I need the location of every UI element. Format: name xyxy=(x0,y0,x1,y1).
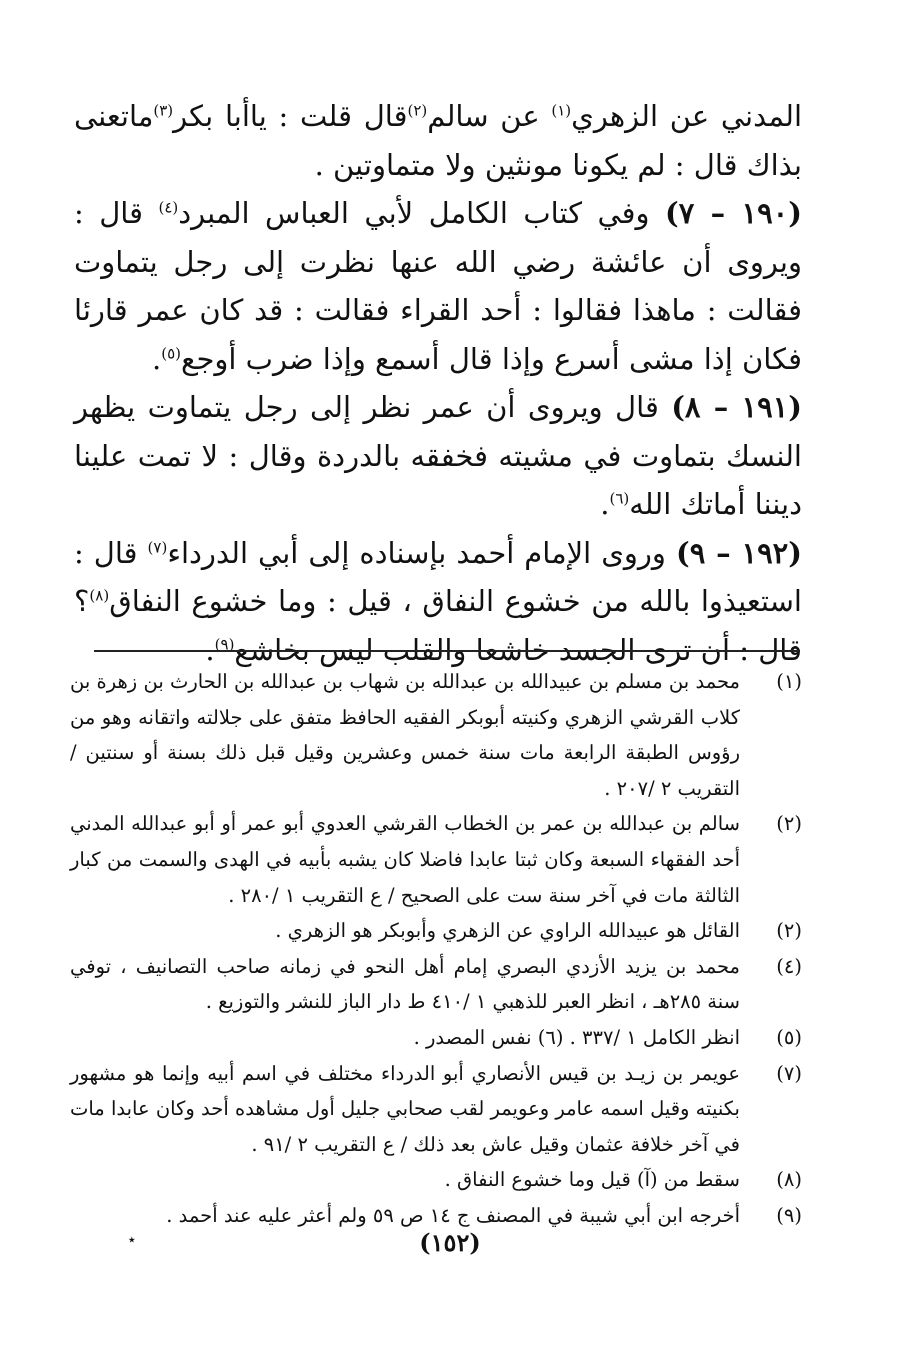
footnote-ref[interactable]: (٩) xyxy=(214,634,235,653)
footnote-separator xyxy=(94,650,800,652)
footnote-number: (٢) xyxy=(776,812,802,836)
footnote-number: (٧) xyxy=(776,1061,802,1085)
footnote-text: محمد بن مسلم بن عبيدالله بن عبدالله بن شهاب بن عبدالله بن الحارث بن زهرة بن كلاب القرشي الزهري وكنيته أبوبكر الفقيه الحافظ متفق على جلالته واتقانه وهو من رؤوس الطبقة الرابعة مات سنة خمس وعشرين وقيل قبل ذلك بسنة أو سنتين / التقريب ٢ /٢٠٧ . xyxy=(70,670,740,800)
footnote-ref[interactable]: (٣) xyxy=(153,101,174,120)
stray-mark: ٭ xyxy=(128,1232,136,1248)
footnote-ref[interactable]: (٤) xyxy=(158,198,179,217)
text-run: قال : ويروى أن عائشة رضي الله عنها نظرت إلى رجل يتماوت فقالت : ماهذا فقالوا : أحد القراء فقالت : قد كان عمر قارئا فكان إذا مشى أسرع وإذا قال أسمع وإذا ضرب أوجع xyxy=(74,196,802,376)
item-number: (١٩١ – ٨) xyxy=(671,390,802,424)
footnote-ref[interactable]: (٢) xyxy=(407,101,428,120)
paragraph-191 xyxy=(74,383,802,529)
footnote-text: أخرجه ابن أبي شيبة في المصنف ج ١٤ ص ٥٩ ولم أعثر عليه عند أحمد . xyxy=(166,1203,740,1227)
footnote-text: عويمر بن زيـد بن قيس الأنصاري أبو الدرداء مختلف في اسم أبيه وإنما هو مشهور بكنيته وقيل اسمه عامر وعويمر لقب صحابي جليل أول مشاهده أحد وكان عابدا مات في آخر خلافة عثمان وقيل عاش بعد ذلك / ع التقريب ٢ /٩١ . xyxy=(70,1061,740,1156)
text-run: عن سالم xyxy=(427,99,552,133)
footnote xyxy=(70,913,802,949)
text-run: المدني عن الزهري xyxy=(571,99,802,133)
footnote-text: سالم بن عبدالله بن عمر بن الخطاب القرشي العدوي أبو عمر أو أبو عبدالله المدني أحد الفقهاء السبعة وكان ثبتا عابدا فاضلا كان يشبه بأبيه في الهدى والسمت من كبار الثالثة مات في آخر سنة ست على الصحيح / ع التقريب ١ /٢٨٠ . xyxy=(70,812,740,907)
text-run: ؟ قال : أن ترى الجسد خاشعا والقلب ليس بخاشع xyxy=(74,584,802,667)
paragraph-192 xyxy=(74,529,802,675)
text-run: وفي كتاب الكامل لأبي العباس المبرد xyxy=(178,196,666,230)
footnote-ref[interactable]: (٧) xyxy=(147,537,168,556)
footnote-number: (٨) xyxy=(776,1168,802,1192)
paragraph-190 xyxy=(74,189,802,383)
paragraph-intro xyxy=(74,92,802,189)
main-text xyxy=(74,92,802,674)
footnote-text: القائل هو عبيدالله الراوي عن الزهري وأبوبكر هو الزهري . xyxy=(275,919,740,943)
footnote-text: محمد بن يزيد الأزدي البصري إمام أهل النحو في زمانه صاحب التصانيف ، توفي سنة ٢٨٥هـ ، انظر العبر للذهبي ١ /٤١٠ ط دار الباز للنشر والتوزيع . xyxy=(70,954,740,1014)
footnote xyxy=(70,1020,802,1056)
item-number: (١٩٠ – ٧) xyxy=(665,196,802,230)
footnote-number: (٩) xyxy=(776,1203,802,1227)
footnote-text: سقط من (آ) قيل وما خشوع النفاق . xyxy=(444,1168,740,1192)
footnotes xyxy=(70,664,802,1234)
footnote-number: (٥) xyxy=(776,1025,802,1049)
footnote xyxy=(70,806,802,913)
item-number: (١٩٢ – ٩) xyxy=(675,535,802,570)
text-run: . xyxy=(152,341,162,376)
footnote-ref[interactable]: (١) xyxy=(551,101,572,120)
text-run: وروى الإمام أحمد بإسناده إلى أبي الدرداء xyxy=(167,535,676,570)
footnote xyxy=(70,1162,802,1198)
text-run: ماتعنى بذاك قال : لم يكونا مونثين ولا متماوتين . xyxy=(74,99,802,182)
footnote-number: (٢) xyxy=(776,919,802,943)
footnote-ref[interactable]: (٥) xyxy=(161,343,182,362)
footnote-ref[interactable]: (٦) xyxy=(609,489,630,508)
text-run: قال ويروى أن عمر نظر إلى رجل يتماوت يظهر النسك بتماوت في مشيته فخفقه بالدردة وقال : لا تمت علينا ديننا أماتك الله xyxy=(74,390,802,521)
text-run: . xyxy=(205,632,215,667)
footnote-ref[interactable]: (٨) xyxy=(89,586,110,605)
footnote xyxy=(70,949,802,1020)
footnote xyxy=(70,1056,802,1163)
footnote-number: (٤) xyxy=(776,954,802,978)
text-run: قال : استعيذوا بالله من خشوع النفاق ، قيل : وما خشوع النفاق xyxy=(74,535,802,618)
footnote-number: (١) xyxy=(776,670,802,693)
page-number: (١٥٢) xyxy=(419,1228,481,1257)
footnote-text: انظر الكامل ١ /٣٣٧ . (٦) نفس المصدر . xyxy=(413,1025,740,1049)
footnote xyxy=(70,664,802,806)
text-run: قال قلت : ياأبا بكر xyxy=(173,99,408,133)
text-run: . xyxy=(600,487,610,521)
